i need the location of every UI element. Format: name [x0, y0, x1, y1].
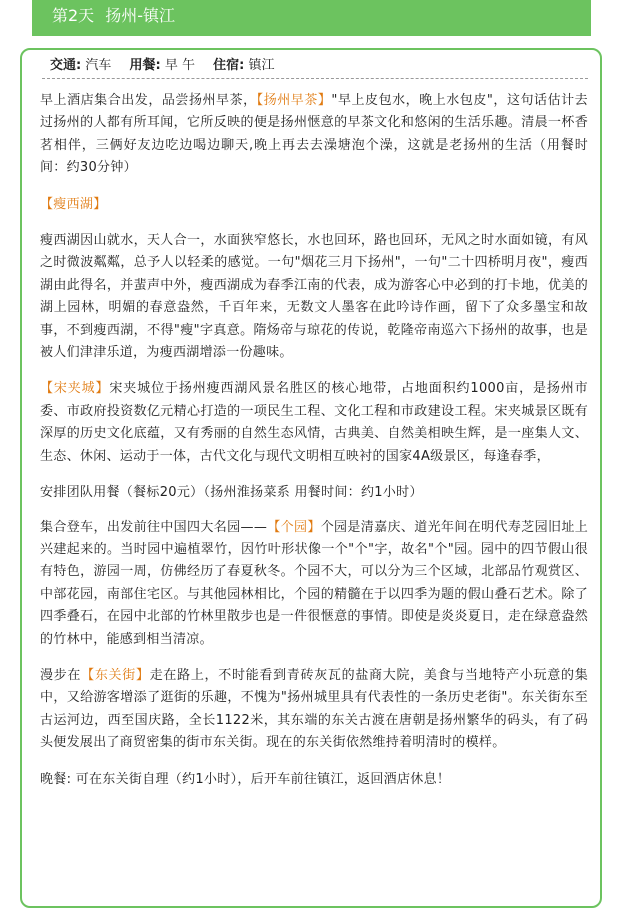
itinerary-content	[40, 90, 588, 805]
highlight-yangzhou-tea: 【扬州早茶】	[256, 93, 332, 108]
paragraph-morning-tea: 早上酒店集合出发，品尝扬州早茶，【扬州早茶】"早上皮包水，晚上水包皮"，这句话估计去过扬州的人都有所耳闻，它所反映的便是扬州惬意的早茶文化和悠闲的生活乐趣。清晨一杯香茗相伴，三俩好友边吃边喝边聊天,晚上再去去澡塘泡个澡，这就是老扬州的生活（用餐时间：约30分钟）	[40, 93, 588, 176]
itinerary-card	[20, 48, 602, 908]
paragraph-dinner: 晚餐: 可在东关街自理（约1小时），后开车前往镇江，返回酒店休息！	[40, 771, 451, 787]
meal-value: 早 午	[164, 58, 195, 73]
heading-slender-west-lake	[40, 194, 588, 216]
day-banner	[32, 0, 591, 36]
day-route: 扬州-镇江	[105, 6, 176, 25]
highlight-ge-garden: 【个园】	[267, 519, 321, 535]
paragraph-ge-garden: 集合登车，出发前往中国四大名园——【个园】个园是清嘉庆、道光年间在明代寿芝园旧址上兴建起来的。当时园中遍植翠竹，因竹叶形状像一个"个"字，故名"个"园。园中的四节假山很有特色，游园一周，仿佛经历了春夏秋冬。个园不大，可以分为三个区域，北部品竹观赏区、中部花园，南部住宅区。与其他园林相比，个园的精髓在于以四季为题的假山叠石艺术。除了四季叠石，在园中北部的竹林里散步也是一件很惬意的事情。即使是炎炎夏日，走在绿意盎然的竹林中，能感到相当清凉。	[40, 519, 588, 647]
paragraph-songjia-city: 【宋夹城】宋夹城位于扬州瘦西湖风景名胜区的核心地带，占地面积约1000亩，是扬州市委、市政府投资数亿元精心打造的一项民生工程、文化工程和市政建设工程。宋夹城景区既有深厚的历史文化底蕴，又有秀丽的自然生态风情，古典美、自然美相映生辉，是一座集人文、生态、休闲、运动于一体，古代文化与现代文明相互映衬的国家4A级景区，每逢春季，	[40, 381, 588, 464]
paragraph-lunch: 安排团队用餐（餐标20元）（扬州淮扬菜系 用餐时间：约1小时）	[40, 485, 423, 501]
day-number: 第2天	[52, 6, 95, 25]
paragraph-dongguan-street: 漫步在【东关街】走在路上，不时能看到青砖灰瓦的盐商大院，美食与当地特产小玩意的集中，又给游客增添了逛街的乐趣，不愧为"扬州城里具有代表性的一条历史老街"。东关街东至古运河边，西至国庆路，全长1122米，其东端的东关古渡在唐朝是扬州繁华的码头，有了码头便发展出了商贸密集的街市东关街。现在的东关街依然维持着明清时的模样。	[40, 667, 588, 751]
transport-value: 汽车	[85, 58, 112, 73]
highlight-dongguan-street: 【东关街】	[81, 667, 150, 683]
stay-value: 镇江	[248, 58, 275, 73]
meal-label: 用餐:	[129, 58, 161, 73]
divider	[42, 78, 588, 79]
info-row	[50, 54, 288, 78]
stay-label: 住宿:	[213, 58, 245, 73]
paragraph-slender-west-lake: 瘦西湖因山就水，天人合一，水面狭窄悠长，水也回环，路也回环，无风之时水面如镜，有风之时微波粼粼，总予人以轻柔的感觉。一句"烟花三月下扬州"，一句"二十四桥明月夜"，瘦西湖由此得名，并蜚声中外，瘦西湖成为春季江南的代表，成为游客心中必到的打卡地，优美的湖上园林，明媚的春意盎然，千百年来，无数文人墨客在此吟诗作画，留下了众多墨宝和故事，不到瘦西湖，不得"瘦"字真意。隋炀帝与琼花的传说，乾隆帝南巡六下扬州的故事，也是被人们津津乐道，为瘦西湖增添一份趣味。	[40, 233, 588, 361]
transport-label: 交通:	[50, 58, 82, 73]
highlight-slender-west-lake: 【瘦西湖】	[40, 196, 107, 212]
highlight-songjia-city: 【宋夹城】	[40, 381, 110, 397]
